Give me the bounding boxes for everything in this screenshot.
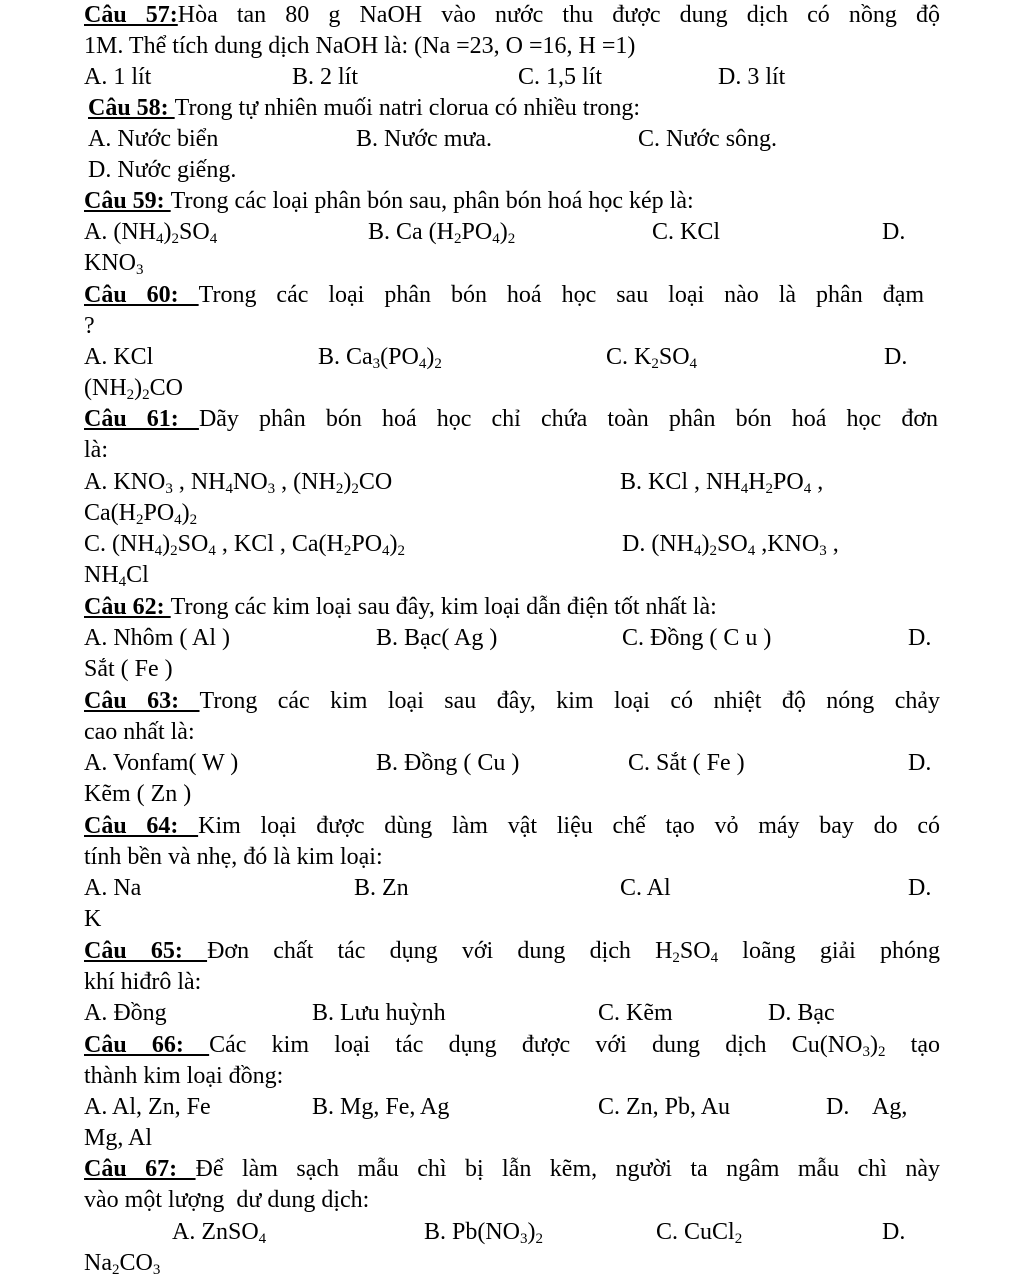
option-58-b: B. Nước mưa. — [356, 126, 493, 152]
option-67-c: C. CuCl$_2$ — [656, 1219, 743, 1247]
option-63-d: Kẽm ( Zn ) — [84, 781, 192, 807]
option-60-a: A. KCl — [84, 344, 154, 370]
question-59-heading: Câu 59: — [84, 188, 171, 214]
option-60-d-label: D. — [884, 344, 908, 370]
option-63-c: C. Sắt ( Fe ) — [628, 750, 745, 776]
question-61-heading: Câu 61: — [84, 406, 199, 432]
option-58-c: C. Nước sông. — [638, 126, 778, 152]
question-62-heading: Câu 62: — [84, 594, 171, 620]
option-66-b: B. Mg, Fe, Ag — [312, 1094, 450, 1120]
option-66-d-label: D. Ag, — [826, 1094, 908, 1120]
option-62-b: B. Bạc( Ag ) — [376, 625, 498, 651]
option-57-d: D. 3 lít — [718, 64, 786, 90]
question-61-line-2: là: — [84, 437, 108, 463]
option-61-d: D. $(NH_4)_2SO_4$ $,KNO_3$ , — [622, 531, 839, 559]
option-62-d: Sắt ( Fe ) — [84, 656, 173, 682]
question-60-line-2: ? — [84, 313, 95, 339]
option-57-b: B. 2 lít — [292, 64, 359, 90]
option-64-d: K — [84, 906, 102, 932]
option-63-b: B. Đồng ( Cu ) — [376, 750, 520, 776]
option-61-b: B. KCl , $NH_4H_2PO_4$ , — [620, 469, 824, 497]
question-60-line-1: Câu 60: Trong các loại phân bón hoá học sau loại nào là phân đạm — [84, 282, 925, 308]
option-58-d: D. Nước giếng. — [88, 157, 237, 183]
question-65-line-1: Câu 65: Đơn chất tác dụng với dung dịch $H_2SO_4$ loãng giải phóng — [84, 938, 941, 966]
option-62-a: A. Nhôm ( Al ) — [84, 625, 230, 651]
question-57-line-1: Câu 57:Hòa tan 80 g NaOH vào nước thu được dung dịch có nồng độ — [84, 2, 941, 28]
question-67-line-2: vào một lượng dư dung dịch: — [84, 1187, 370, 1213]
option-60-d: $(NH_2)_2CO$ — [84, 375, 183, 403]
option-62-d-label: D. — [908, 625, 932, 651]
option-58-a: A. Nước biển — [88, 126, 219, 152]
question-65-line-2: khí hiđrô là: — [84, 969, 202, 995]
question-64-heading: Câu 64: — [84, 813, 199, 839]
option-59-b: B. Ca $(H_2PO_4)_2$ — [368, 219, 516, 247]
question-67-line-1: Câu 67: Để làm sạch mẫu chì bị lẫn kẽm, người ta ngâm mẫu chì này — [84, 1156, 941, 1182]
question-59-line-1: Câu 59: Trong các loại phân bón sau, phân bón hoá học kép là: — [84, 188, 694, 214]
question-64-line-2: tính bền và nhẹ, đó là kim loại: — [84, 844, 383, 870]
question-57-line-2: 1M. Thể tích dung dịch NaOH là: (Na =23, O =16, H =1) — [84, 33, 636, 59]
question-57-heading: Câu 57: — [84, 2, 178, 28]
option-59-a: A. $(NH_4)_2SO_4$ — [84, 219, 218, 247]
option-59-c: C. KCl — [652, 219, 721, 245]
option-61-c: C. $(NH_4)_2SO_4$ , KCl , $Ca(H_2PO_4)_2$ — [84, 531, 406, 559]
question-60-heading: Câu 60: — [84, 282, 199, 308]
question-65-heading: Câu 65: — [84, 938, 208, 964]
option-61-d-cont: $NH_4Cl$ — [84, 562, 149, 590]
option-60-b: B. $Ca_3(PO_4)_2$ — [318, 344, 442, 372]
option-63-d-label: D. — [908, 750, 932, 776]
option-61-b-cont: $Ca(H_2PO_4)_2$ — [84, 500, 198, 528]
option-65-b: B. Lưu huỳnh — [312, 1000, 446, 1026]
option-67-a: A. ZnSO$_4$ — [172, 1219, 267, 1247]
question-66-heading: Câu 66: — [84, 1032, 210, 1058]
question-58-line-1: Câu 58: Trong tự nhiên muối natri clorua có nhiều trong: — [88, 95, 641, 121]
option-67-d-label: D. — [882, 1219, 906, 1245]
option-67-b: B. $Pb(NO_3)_2$ — [424, 1219, 544, 1247]
option-65-c: C. Kẽm — [598, 1000, 673, 1026]
option-57-a: A. 1 lít — [84, 64, 152, 90]
option-66-d: Mg, Al — [84, 1125, 153, 1151]
question-62-line-1: Câu 62: Trong các kim loại sau đây, kim loại dẫn điện tốt nhất là: — [84, 594, 717, 620]
option-61-a: A. $KNO_3$ , $NH_4NO_3$ , $(NH_2)_2CO$ — [84, 469, 393, 497]
option-60-c: C. $K_2SO_4$ — [606, 344, 698, 372]
question-63-heading: Câu 63: — [84, 688, 200, 714]
question-61-line-1: Câu 61: Dãy phân bón hoá học chỉ chứa toàn phân bón hoá học đơn — [84, 406, 939, 432]
option-63-a: A. Vonfam( W ) — [84, 750, 239, 776]
option-59-d-label: D. — [882, 219, 906, 245]
option-67-d: $Na_2CO_3$ — [84, 1250, 161, 1278]
option-62-c: C. Đồng ( C u ) — [622, 625, 772, 651]
option-64-b: B. Zn — [354, 875, 409, 901]
question-58-heading: Câu 58: — [88, 95, 175, 121]
option-64-d-label: D. — [908, 875, 932, 901]
question-63-line-1: Câu 63: Trong các kim loại sau đây, kim loại có nhiệt độ nóng chảy — [84, 688, 940, 714]
option-57-c: C. 1,5 lít — [518, 64, 603, 90]
question-67-heading: Câu 67: — [84, 1156, 196, 1182]
option-65-a: A. Đồng — [84, 1000, 167, 1026]
option-66-c: C. Zn, Pb, Au — [598, 1094, 731, 1120]
option-64-c: C. Al — [620, 875, 671, 901]
question-63-line-2: cao nhất là: — [84, 719, 195, 745]
option-66-a: A. Al, Zn, Fe — [84, 1094, 211, 1120]
question-66-line-1: Câu 66: Các kim loại tác dụng được với dung dịch $Cu(NO_3)_2$ tạo — [84, 1032, 940, 1060]
question-64-line-1: Câu 64: Kim loại được dùng làm vật liệu chế tạo vỏ máy bay do có — [84, 813, 940, 839]
question-66-line-2: thành kim loại đồng: — [84, 1063, 284, 1089]
option-64-a: A. Na — [84, 875, 142, 901]
option-65-d: D. Bạc — [768, 1000, 835, 1026]
option-59-d: $KNO_3$ — [84, 250, 144, 278]
